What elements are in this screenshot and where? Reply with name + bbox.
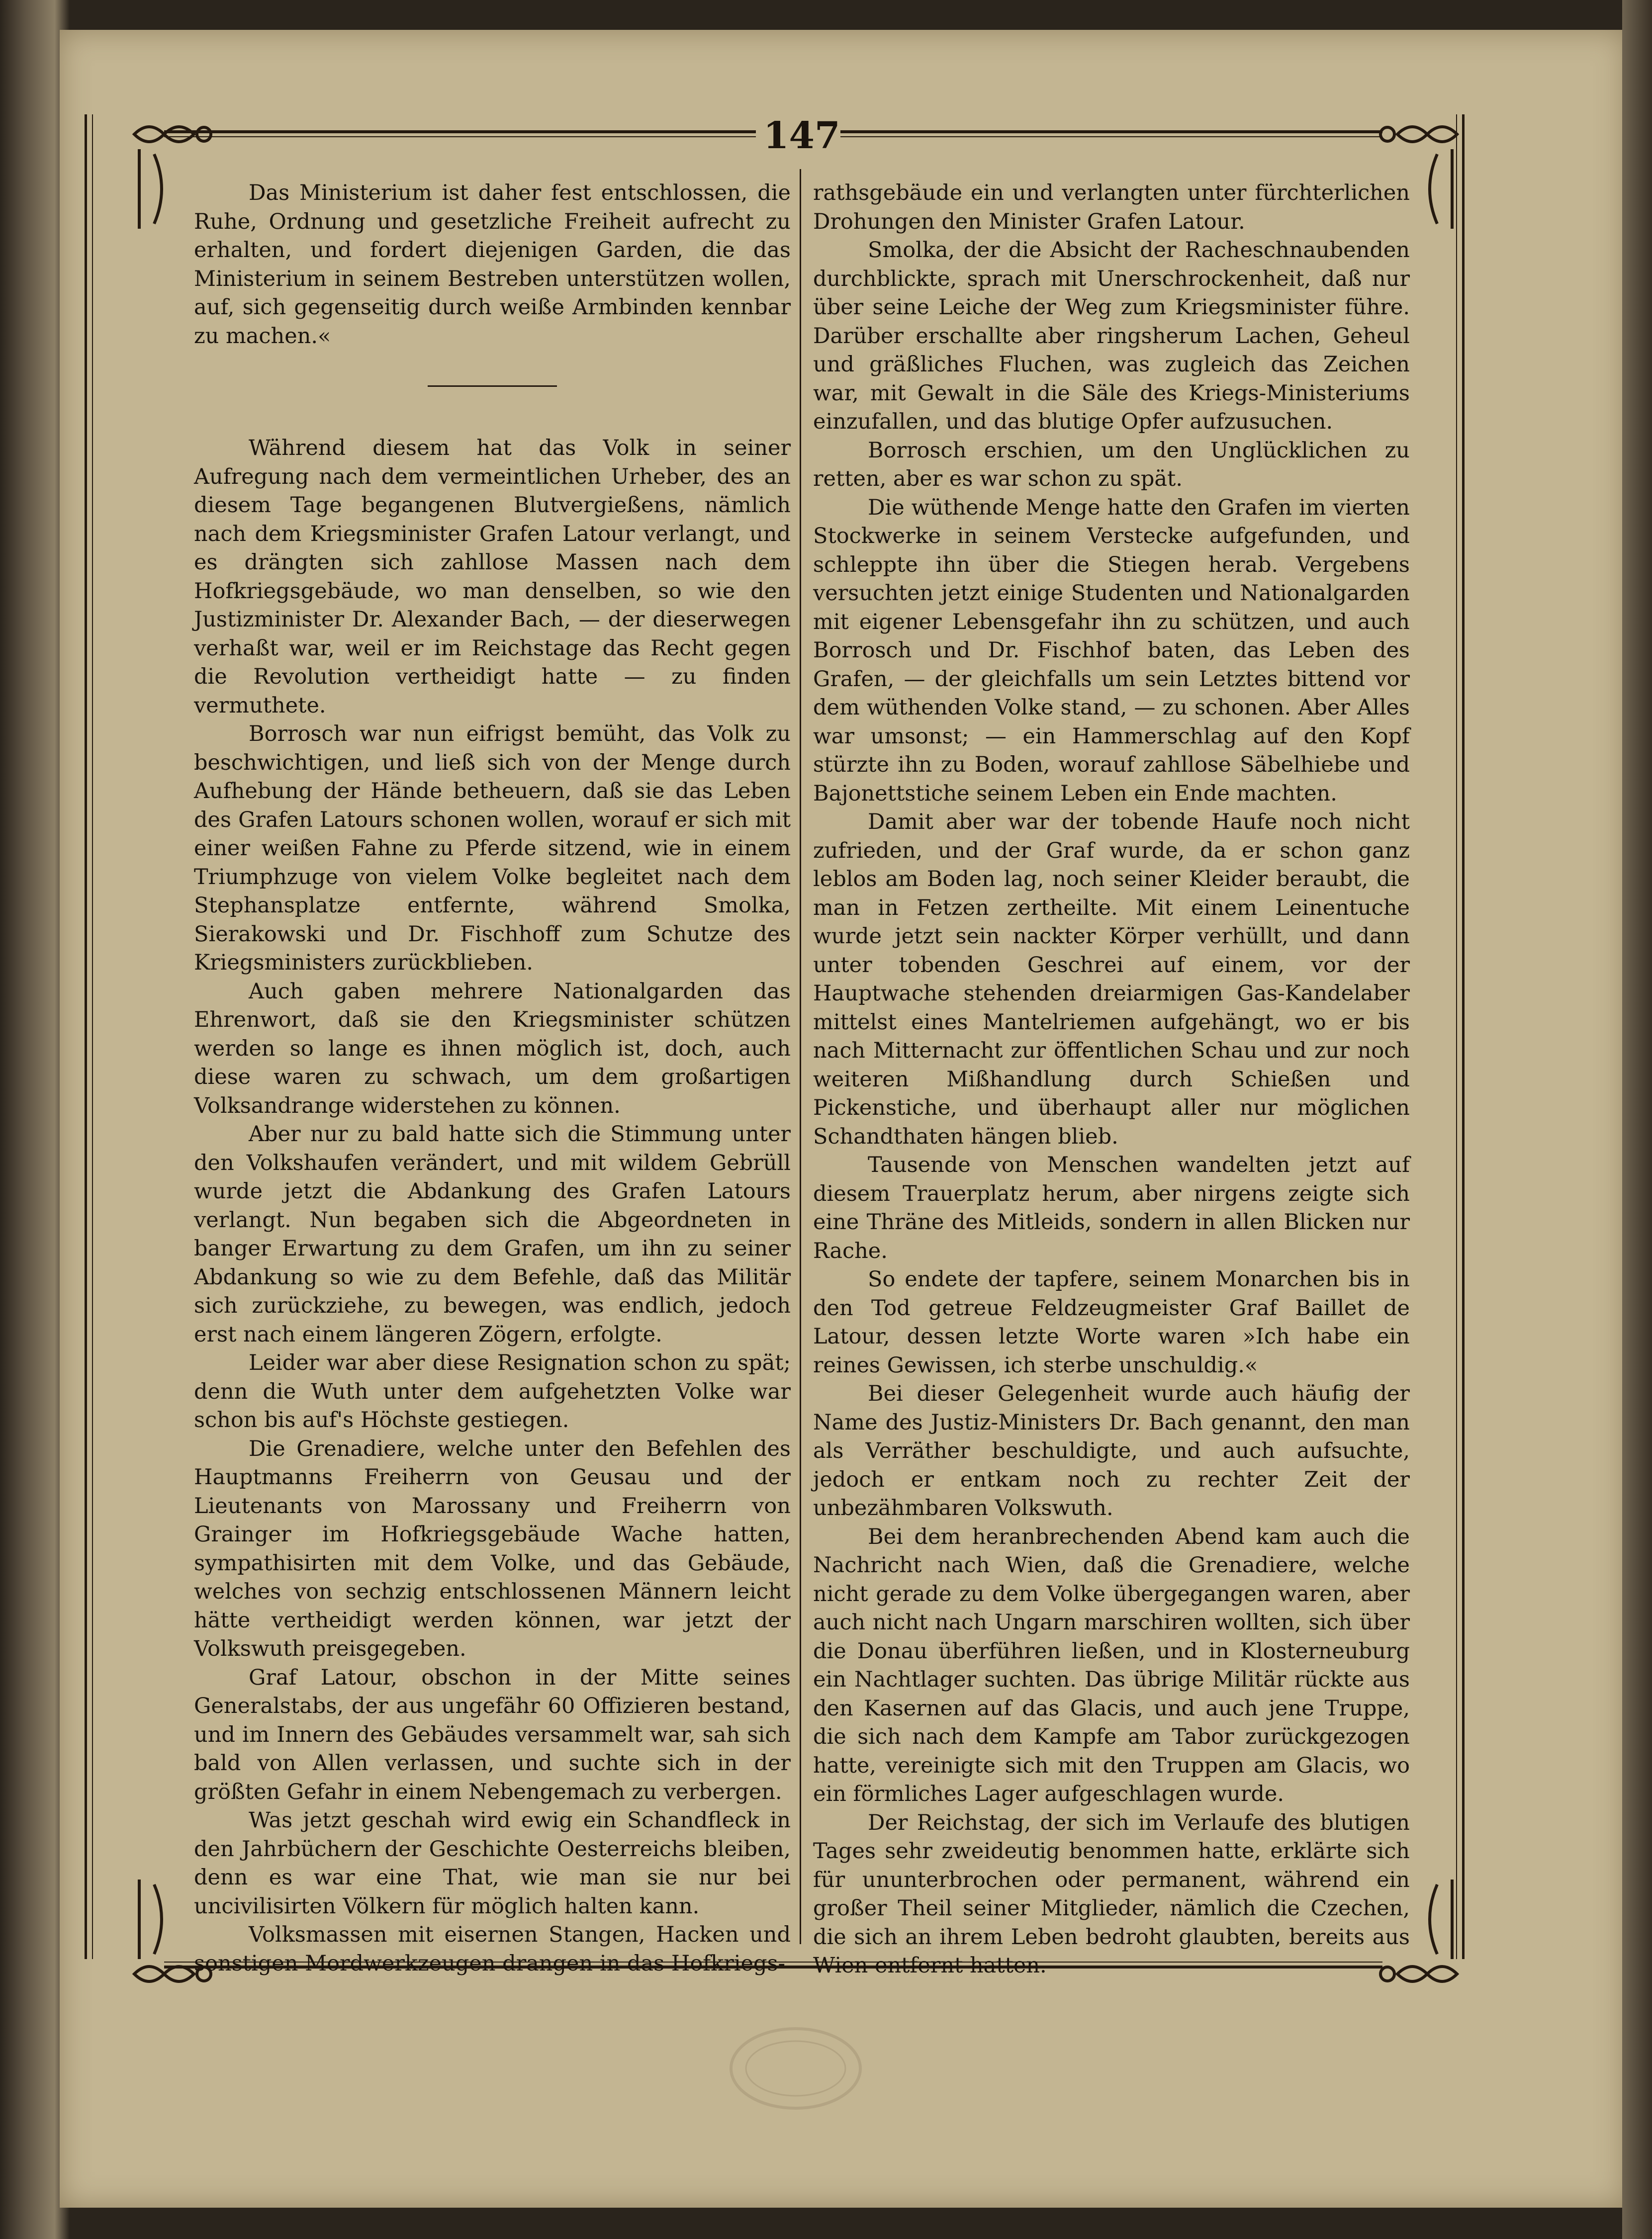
paragraph: rathsgebäude ein und verlangten unter fürchterlichen Drohungen den Minister Grafen Latour. bbox=[813, 180, 1410, 234]
paragraph: Auch gaben mehrere Nationalgarden das Ehrenwort, daß sie den Kriegsminister schützen werden so lange es ihnen möglich ist, doch, auch diese waren zu schwach, um dem großartigen Volksandrange widerstehen zu können. bbox=[194, 979, 791, 1118]
paragraph: Volksmassen mit eisernen Stangen, Hacken und sonstigen Mordwerkzeugen drangen in das Hofkriegs- bbox=[194, 1922, 791, 1976]
page-edge bbox=[1622, 0, 1652, 2239]
paragraph: So endete der tapfere, seinem Monarchen bis in den Tod getreue Feldzeugmeister Graf Baillet de Latour, dessen letzte Worte waren »Ich habe ein reines Gewissen, ich sterbe unschuldig.« bbox=[813, 1267, 1410, 1378]
left-column bbox=[194, 179, 791, 1978]
paragraph: Graf Latour, obschon in der Mitte seines Generalstabs, der aus ungefähr 60 Offizieren bestand, und im Innern des Gebäudes versammelt war, sah sich bald von Allen verlassen, und suchte sich in der größten Gefahr in einem Nebengemach zu verbergen. bbox=[194, 1665, 791, 1804]
paragraph: Das Ministerium ist daher fest entschlossen, die Ruhe, Ordnung und gesetzliche Freiheit aufrecht zu erhalten, und fordert diejenigen Garden, die das Ministerium in seinem Bestreben unterstützen wollen, auf, sich gegenseitig durch weiße Armbinden kennbar zu machen.« bbox=[194, 180, 791, 349]
paragraph: Borrosch erschien, um den Unglücklichen zu retten, aber es war schon zu spät. bbox=[813, 438, 1410, 491]
header-rule-left bbox=[164, 130, 756, 137]
section-separator bbox=[428, 385, 557, 387]
paragraph: Was jetzt geschah wird ewig ein Schandfleck in den Jahrbüchern der Geschichte Oesterreichs bleiben, denn es war eine That, wie man sie nur bei uncivilisirten Völkern für möglich halten kann. bbox=[194, 1808, 791, 1919]
header-rule-right bbox=[840, 130, 1382, 137]
paragraph: Leider war aber diese Resignation schon zu spät; denn die Wuth unter dem aufgehetzten Volke war schon bis auf's Höchste gestiegen. bbox=[194, 1350, 791, 1433]
paragraph: Die Grenadiere, welche unter den Befehlen des Hauptmanns Freiherrn von Geusau und der Lieutenants von Marossany und Freiherrn von Grainger im Hofkriegsgebäude Wache hatten, sympathisirten mit dem Volke, und das Gebäude, welches von sechzig entschlossenen Männern leicht hätte vertheidigt werden können, war jetzt der Volkswuth preisgegeben. bbox=[194, 1436, 791, 1661]
paragraph: Smolka, der die Absicht der Racheschnaubenden durchblickte, sprach mit Unerschrockenheit, daß nur über seine Leiche der Weg zum Kriegsminister führe. Darüber erschallte aber ringsherum Lachen, Geheul und gräßliches Fluchen, was zugleich das Zeichen war, mit Gewalt in die Säle des Kriegs-Ministeriums einzufallen, und das blutige Opfer aufzusuchen. bbox=[813, 238, 1410, 434]
paragraph: Bei dem heranbrechenden Abend kam auch die Nachricht nach Wien, daß die Grenadiere, welche nicht gerade zu dem Volke übergegangen waren, aber auch nicht nach Ungarn marschiren wollten, sich über die Donau überführen ließen, und in Klosterneuburg ein Nachtlager suchten. Das übrige Militär rückte aus den Kasernen auf das Glacis, und auch jene Truppe, die sich nach dem Kampfe am Tabor zurückgezogen hatte, vereinigte sich mit den Truppen am Glacis, wo ein förmliches Lager aufgeschlagen wurde. bbox=[813, 1524, 1410, 1806]
paragraph: Aber nur zu bald hatte sich die Stimmung unter den Volkshaufen verändert, und mit wildem Gebrüll wurde jetzt die Abdankung des Grafen Latours verlangt. Nun begaben sich die Abgeordneten in banger Erwartung zu dem Grafen, um ihn zu seiner Abdankung so wie zu dem Befehle, daß das Militär sich zurückziehe, zu bewegen, was endlich, jedoch erst nach einem längeren Zögern, erfolgte. bbox=[194, 1122, 791, 1347]
paragraph: Borrosch war nun eifrigst bemüht, das Volk zu beschwichtigen, und ließ sich von der Menge durch Aufhebung der Hände betheuern, daß sie das Leben des Grafen Latours schonen wollen, worauf er sich mit einer weißen Fahne zu Pferde sitzend, wie in einem Triumphzuge von vielem Volke begleitet nach dem Stephansplatze entfernte, während Smolka, Sierakowski und Dr. Fischhoff zum Schutze des Kriegsministers zurückblieben. bbox=[194, 721, 791, 975]
column-divider bbox=[800, 169, 801, 1944]
paragraph: Die wüthende Menge hatte den Grafen im vierten Stockwerke in seinem Verstecke aufgefunden, und schleppte ihn über die Stiegen herab. Vergebens versuchten jetzt einige Studenten und Nationalgarden mit eigener Lebensgefahr ihn zu schützen, und auch Borrosch und Dr. Fischhof baten, das Leben des Grafen, — der gleichfalls um sein Letztes bittend vor dem wüthenden Volke stand, — zu schonen. Aber Alles war umsonst; — ein Hammerschlag auf den Kopf stürzte ihn zu Boden, worauf zahllose Säbelhiebe und Bajonettstiche seinem Leben ein Ende machten. bbox=[813, 495, 1410, 806]
paragraph: Bei dieser Gelegenheit wurde auch häufig der Name des Justiz-Ministers Dr. Bach genannt, den man als Verräther beschuldigte, und auch aufsuchte, jedoch er entkam noch zu rechter Zeit der unbezähmbaren Volkswuth. bbox=[813, 1381, 1410, 1521]
page-number: 147 bbox=[763, 114, 840, 157]
paragraph: Der Reichstag, der sich im Verlaufe des blutigen Tages sehr zweideutig benommen hatte, erklärte sich für ununterbrochen oder permanent, während ein großer Theil seiner Mitglieder, nämlich die Czechen, die sich an ihrem Leben bedroht glaubten, bereits aus Wien entfernt hatten. bbox=[813, 1810, 1410, 1978]
right-column bbox=[813, 179, 1410, 1980]
faded-stamp-icon bbox=[721, 2019, 870, 2118]
paragraph: Während diesem hat das Volk in seiner Aufregung nach dem vermeintlichen Urheber, des an diesem Tage begangenen Blutvergießens, nämlich nach dem Kriegsminister Grafen Latour verlangt, und es drängten sich zahllose Massen nach dem Hofkriegsgebäude, wo man denselben, so wie den Justizminister Dr. Alexander Bach, — der dieserwegen verhaßt war, weil er im Reichstage das Recht gegen die Revolution vertheidigt hatte — zu finden vermuthete. bbox=[194, 436, 791, 718]
paragraph: Damit aber war der tobende Haufe noch nicht zufrieden, und der Graf wurde, da er schon ganz leblos am Boden lag, noch seiner Kleider beraubt, die man in Fetzen zertheilte. Mit einem Leinentuche wurde jetzt sein nackter Körper verhüllt, und dann unter tobenden Geschrei auf einem, vor der Hauptwache stehenden dreiarmigen Gas-Kandelaber mittelst eines Mantelriemen aufgehängt, wo er bis nach Mitternacht zur öffentlichen Schau und zur noch weiteren Mißhandlung durch Schießen und Pickenstiche, und überhaupt aller nur möglichen Schandthaten hängen blieb. bbox=[813, 809, 1410, 1149]
paragraph: Tausende von Menschen wandelten jetzt auf diesem Trauerplatz herum, aber nirgens zeigte sich eine Thräne des Mitleids, sondern in allen Blicken nur Rache. bbox=[813, 1153, 1410, 1263]
